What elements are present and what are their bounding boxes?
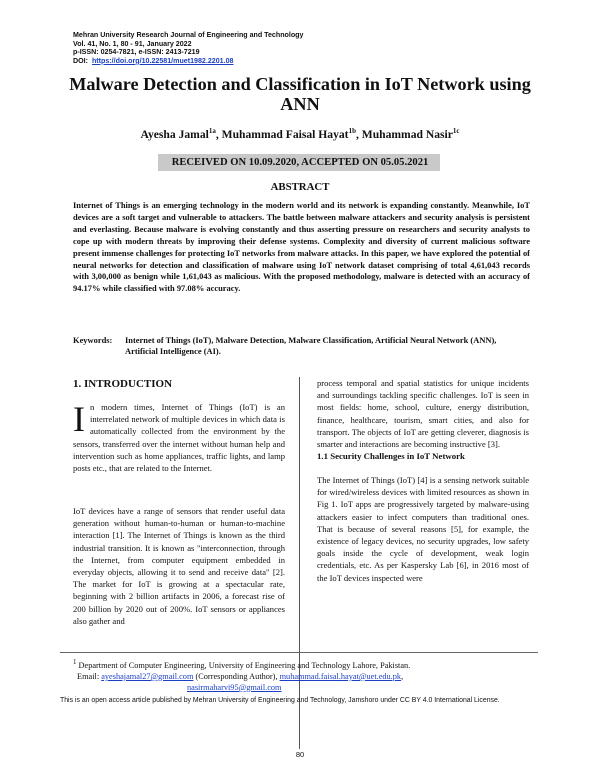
license-notice: This is an open access article published by Mehran University of Engineering and Technology, Jamshoro under CC BY 4.0 International License. <box>60 697 500 704</box>
column-divider <box>299 377 300 749</box>
intro-paragraph-2: IoT devices have a range of sensors that render useful data generation without human-to-human or human-to-machine interaction [1]. The Internet of Things is known as the third industrial transition. It is known as "interconnection, through the Internet, from computer equipment embedded in everyday objects, allowing it to send and receive data" [2]. The market for IoT is growing at a spectacular rate, beginning with 2 billion artifacts in 2006, a forecast rise of 200 billion by 2020 out of 200%. IoT sensors or appliances also gather and <box>73 506 285 626</box>
received-dates: RECEIVED ON 10.09.2020, ACCEPTED ON 05.05.2021 <box>171 157 429 168</box>
email-separator: , <box>401 671 404 681</box>
affiliation-footnote <box>73 657 538 693</box>
email-line <box>73 671 538 682</box>
section-heading-introduction: 1. INTRODUCTION <box>73 378 173 390</box>
author-affiliation-mark: 1b <box>348 127 356 135</box>
email-link-2[interactable]: muhammad.faisal.hayat@uet.edu.pk <box>279 671 402 681</box>
subsection-heading-security: 1.1 Security Challenges in IoT Network <box>317 451 465 461</box>
doi-link[interactable]: https://doi.org/10.22581/muet1982.2201.08 <box>91 56 234 65</box>
email-line-2 <box>73 682 538 693</box>
right-column <box>317 377 529 450</box>
abstract-text: Internet of Things is an emerging technology in the modern world and its network is expanding constantly. Meanwhile, IoT devices are a soft target and vulnerable to attackers. The battle between malware attackers and security analysis is persistent and everlasting. Because malware is evolving constantly and thus asserting pressure on researchers and security analysts to cope up with modern threats by improving their defense systems. Complexity and diversity of current malicious software present immense challenges for protecting IoT networks from malware attacks. In this paper, we have explored the potential of neural networks for detection and classification of malware using IoT network dataset comprising of total 4,61,043 records with 3,00,000 as benign while 1,61,043 as malicious. With the proposed methodology, malware is detected with an accuracy of 94.17% while classified with 97.08% accuracy. <box>73 200 530 294</box>
keywords-list: Internet of Things (IoT), Malware Detection, Malware Classification, Artificial Neural Network (ANN), Artificial Intelligence (AI). <box>125 335 497 356</box>
author-affiliation-mark: 1a <box>208 127 216 135</box>
left-column-lower <box>73 505 285 627</box>
right-column-lower <box>317 474 529 584</box>
keywords-label: Keywords: <box>73 335 113 345</box>
intro-paragraph-1 <box>73 401 285 474</box>
journal-name: Mehran University Research Journal of Engineering and Technology <box>73 31 304 39</box>
journal-doi <box>73 57 303 66</box>
email-label: Email: <box>77 671 102 681</box>
page-number: 80 <box>295 750 305 759</box>
intro-paragraph-1-text: n modern times, Internet of Things (IoT) is an interrelated network of multiple devices in which data is automatically collected from the environment by the sensors, transferred over the internet without human help and intervention such as home appliances, traffic lights, and lamp posts etc., that are related to the Internet. <box>73 402 285 474</box>
footnote-rule <box>60 652 538 653</box>
journal-issn: p-ISSN: 0254-7821, e-ISSN: 2413-7219 <box>73 48 200 57</box>
journal-header <box>73 31 303 65</box>
author-name: Ayesha Jamal <box>140 127 209 141</box>
left-column <box>73 401 285 474</box>
keywords <box>73 335 530 357</box>
author-separator: , <box>355 127 362 141</box>
security-paragraph: The Internet of Things (IoT) [4] is a sensing network suitable for wired/wireless devices with limited resources as shown in Fig 1. IoT apps are progressively targeted by malware-using attackers easier to infect computers than traditional ones. That is because of several reasons [5], for example, the existence of legacy devices, no security upgrades, low safety goals inside the cycle of development, weak login credentials, etc. As per Kaspersky Lab [6], in 2016 most of the IoT devices inspected were <box>317 475 529 583</box>
affiliation-line <box>73 657 538 671</box>
author-name: Muhammad Faisal Hayat <box>221 127 349 141</box>
footnote-mark: 1 <box>73 659 77 666</box>
affiliation-text: Department of Computer Engineering, University of Engineering and Technology Lahore, Pakistan. <box>76 660 411 670</box>
paper-title: Malware Detection and Classification in IoT Network using ANN <box>69 74 531 114</box>
journal-volume: Vol. 41, No. 1, 80 - 91, January 2022 <box>73 39 192 48</box>
email-link-1[interactable]: ayeshajamal27@gmail.com <box>101 671 194 681</box>
corresponding-author-note: (Corresponding Author), <box>193 671 280 681</box>
abstract-heading: ABSTRACT <box>270 181 330 193</box>
drop-cap: I <box>73 399 85 439</box>
intro-paragraph-3: process temporal and spatial statistics for unique incidents and surroundings tackling specific challenges. IoT is seen in most fields: home, school, culture, energy distribution, finance, healthcare, tourism, smart cities, and also for transport. The objects of IoT are getting cleverer, diagnosis is smarter and interactions are becoming instructive [3]. <box>317 378 529 450</box>
author-separator: , <box>215 127 222 141</box>
doi-label: DOI: <box>73 56 88 65</box>
email-link-3[interactable]: nasirmaharvi95@gmail.com <box>187 682 282 692</box>
author-list <box>60 127 540 141</box>
author-affiliation-mark: 1c <box>452 127 460 135</box>
author-name: Muhammad Nasir <box>361 127 453 141</box>
